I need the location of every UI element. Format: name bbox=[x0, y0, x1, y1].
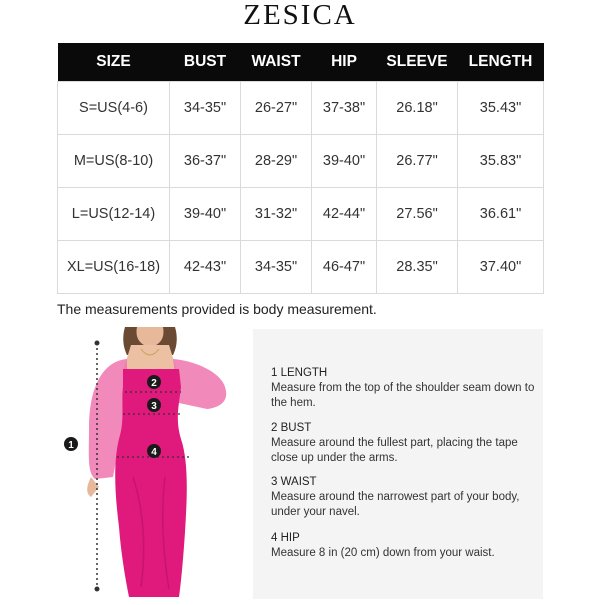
marker-hip bbox=[147, 444, 161, 458]
model-figure bbox=[57, 327, 247, 600]
cell-size: XL=US(16-18) bbox=[58, 241, 170, 294]
cell-hip: 46-47" bbox=[312, 241, 377, 294]
table-row bbox=[58, 135, 544, 188]
cell-sleeve: 27.56" bbox=[377, 188, 458, 241]
cell-waist: 28-29" bbox=[241, 135, 312, 188]
guide-waist bbox=[271, 475, 536, 520]
cell-bust: 36-37" bbox=[170, 135, 241, 188]
cell-sleeve: 28.35" bbox=[377, 241, 458, 294]
length-line-top bbox=[95, 341, 100, 346]
header-waist: WAIST bbox=[241, 43, 312, 82]
cell-bust: 42-43" bbox=[170, 241, 241, 294]
marker-bust bbox=[147, 375, 161, 389]
guide-hip bbox=[271, 531, 536, 561]
cell-length: 36.61" bbox=[458, 188, 544, 241]
guide-length-text: Measure from the top of the shoulder seam down to the hem. bbox=[271, 382, 535, 409]
cell-hip: 39-40" bbox=[312, 135, 377, 188]
guide-length bbox=[271, 366, 536, 411]
cell-hip: 37-38" bbox=[312, 82, 377, 135]
marker-length bbox=[64, 437, 78, 451]
cell-bust: 39-40" bbox=[170, 188, 241, 241]
cell-bust: 34-35" bbox=[170, 82, 241, 135]
header-size: SIZE bbox=[58, 43, 170, 82]
dress-illustration bbox=[57, 327, 247, 600]
measurement-guide-panel bbox=[253, 329, 543, 599]
guide-bust-text: Measure around the fullest part, placing the tape close up under the arms. bbox=[271, 437, 518, 464]
cell-waist: 34-35" bbox=[241, 241, 312, 294]
length-line-bottom bbox=[95, 587, 100, 592]
size-chart-table bbox=[57, 43, 544, 294]
brand-logo: ZESICA bbox=[243, 0, 357, 31]
header-sleeve: SLEEVE bbox=[377, 43, 458, 82]
cell-size: L=US(12-14) bbox=[58, 188, 170, 241]
guide-hip-title: 4 HIP bbox=[271, 532, 300, 544]
cell-waist: 31-32" bbox=[241, 188, 312, 241]
right-sleeve bbox=[173, 359, 226, 409]
cell-size: M=US(8-10) bbox=[58, 135, 170, 188]
cell-sleeve: 26.77" bbox=[377, 135, 458, 188]
neck-skin bbox=[123, 345, 177, 371]
measurement-note: The measurements provided is body measurement. bbox=[57, 301, 377, 317]
cell-hip: 42-44" bbox=[312, 188, 377, 241]
cell-length: 35.83" bbox=[458, 135, 544, 188]
guide-length-title: 1 LENGTH bbox=[271, 367, 328, 379]
cell-length: 37.40" bbox=[458, 241, 544, 294]
guide-bust bbox=[271, 421, 536, 466]
header-hip: HIP bbox=[312, 43, 377, 82]
guide-bust-title: 2 BUST bbox=[271, 422, 312, 434]
marker-waist bbox=[147, 398, 161, 412]
marker-waist-label: 3 bbox=[151, 401, 157, 412]
table-row bbox=[58, 82, 544, 135]
cell-size: S=US(4-6) bbox=[58, 82, 170, 135]
guide-waist-text: Measure around the narrowest part of your body, under your navel. bbox=[271, 491, 520, 518]
header-bust: BUST bbox=[170, 43, 241, 82]
table-row bbox=[58, 188, 544, 241]
header-length: LENGTH bbox=[458, 43, 544, 82]
marker-length-label: 1 bbox=[68, 440, 74, 451]
table-row bbox=[58, 241, 544, 294]
cell-waist: 26-27" bbox=[241, 82, 312, 135]
table-header-row bbox=[58, 43, 544, 82]
marker-hip-label: 4 bbox=[151, 447, 157, 458]
guide-hip-text: Measure 8 in (20 cm) down from your waist. bbox=[271, 547, 495, 559]
cell-length: 35.43" bbox=[458, 82, 544, 135]
cell-sleeve: 26.18" bbox=[377, 82, 458, 135]
guide-waist-title: 3 WAIST bbox=[271, 476, 317, 488]
marker-bust-label: 2 bbox=[151, 378, 157, 389]
